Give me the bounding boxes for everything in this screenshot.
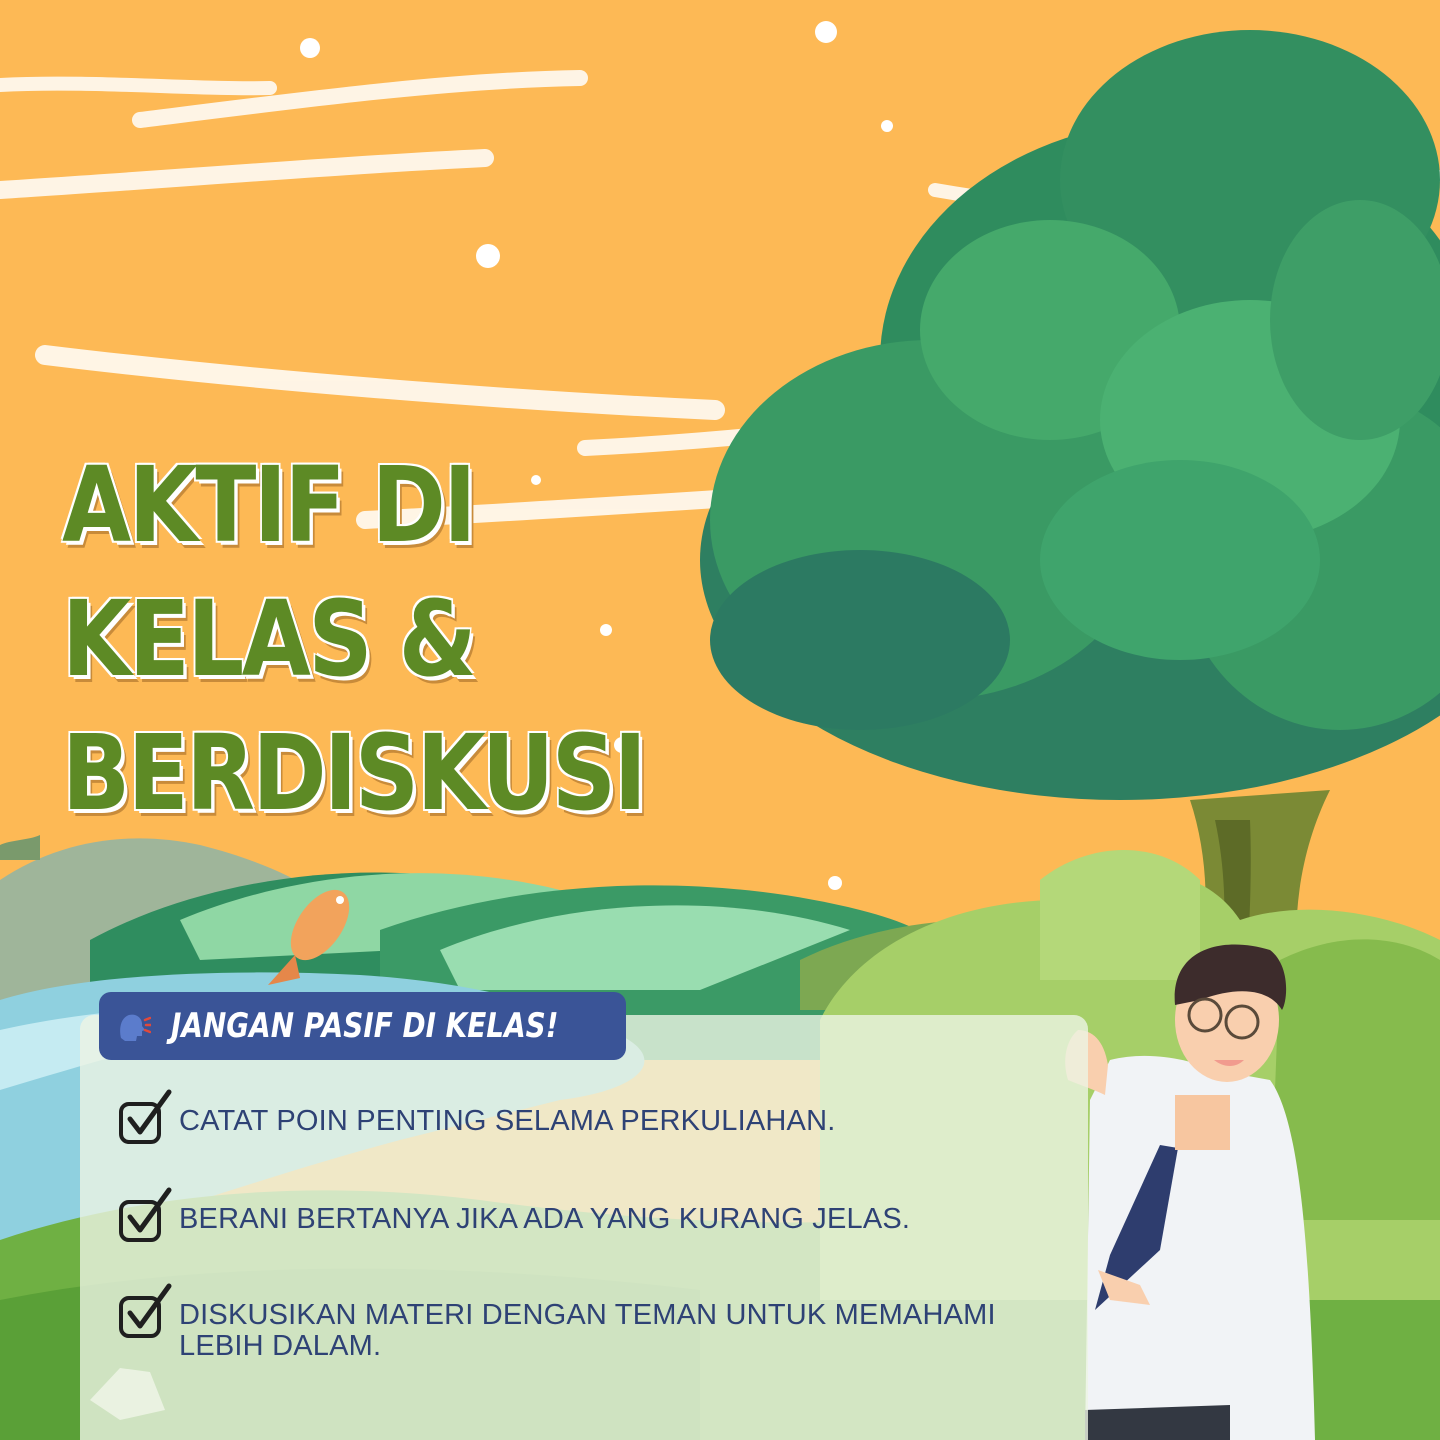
list-item-text: CATAT POIN PENTING SELAMA PERKULIAHAN.: [179, 1105, 836, 1137]
speaking-head-icon: [115, 1008, 151, 1044]
list-item-text: BERANI BERTANYA JIKA ADA YANG KURANG JELAS.: [179, 1203, 911, 1235]
badge-label: JANGAN PASIF DI KELAS!: [171, 1006, 559, 1046]
list-item-text: DISKUSIKAN MATERI DENGAN TEMAN UNTUK MEMAHAMI LEBIH DALAM.: [179, 1299, 996, 1362]
checkbox-check-icon: [117, 1186, 175, 1244]
checkbox-check-icon: [117, 1282, 175, 1340]
page-title: [62, 438, 682, 840]
header-badge: [99, 992, 626, 1060]
title-line-3: BERDISKUSI: [62, 712, 645, 834]
checkbox-check-icon: [117, 1088, 175, 1146]
title-line-1: AKTIF DI: [62, 444, 474, 566]
title-line-2: KELAS &: [62, 578, 475, 700]
